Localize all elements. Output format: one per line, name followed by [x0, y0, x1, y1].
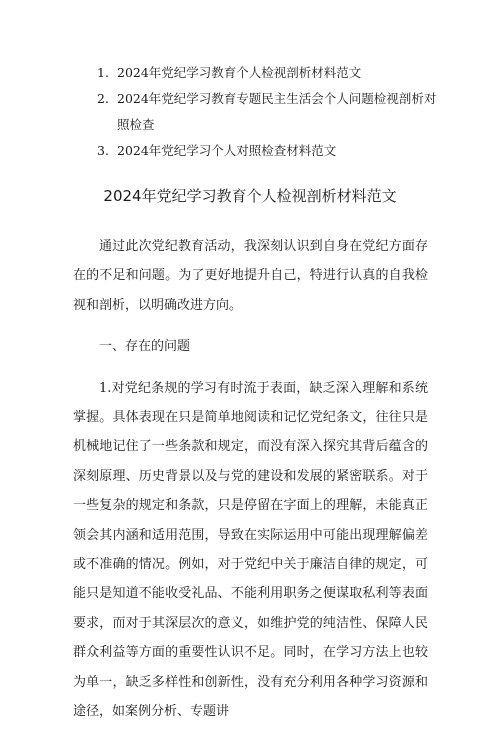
toc-item-text: 2024年党纪学习教育个人检视剖析材料范文 — [117, 65, 362, 80]
section-heading: 一、存在的问题 — [99, 339, 191, 355]
toc-item[interactable] — [97, 60, 437, 86]
body-paragraph: 1.对党纪条规的学习有时流于表面，缺乏深入理解和系统掌握。具体表现在只是简单地阅读和记忆党纪条文，往往只是机械地记住了一些条款和规定，而没有深入探究其背后蕴含的深刻原理、历史背景以及与党的建设和发展的紧密联系。对于一些复杂的规定和条款，只是停留在字面上的理解，未能真正领会其内涵和适用范围，导致在实际运用中可能出现理解偏差或不准确的情况。例如，对于党纪中关于廉洁自律的规定，可能只是知道不能收受礼品、不能利用职务之便谋取私利等表面要求，而对于其深层次的意义，如维护党的纯洁性、保障人民群众利益等方面的重要性认识不足。同时，在学习方法上也较为单一，缺乏多样性和创新性，没有充分利用各种学习资源和途径，如案例分析、专题讲 — [73, 380, 428, 720]
toc-item-number: 3. — [97, 143, 109, 158]
table-of-contents — [97, 60, 437, 164]
toc-item-text: 2024年党纪学习个人对照检查材料范文 — [117, 143, 337, 158]
toc-item[interactable] — [97, 138, 437, 164]
document-body — [73, 232, 428, 739]
document-title: 2024年党纪学习教育个人检视剖析材料范文 — [103, 187, 397, 205]
toc-item[interactable] — [97, 86, 437, 138]
toc-item-text: 2024年党纪学习教育专题民主生活会个人问题检视剖析对照检查 — [117, 91, 437, 132]
toc-item-number: 2. — [97, 91, 109, 106]
toc-item-number: 1. — [97, 65, 109, 80]
intro-paragraph: 通过此次党纪教育活动，我深刻认识到自身在党纪方面存在的不足和问题。为了更好地提升自己，特进行认真的自我检视和剖析，以明确改进方向。 — [73, 239, 428, 313]
